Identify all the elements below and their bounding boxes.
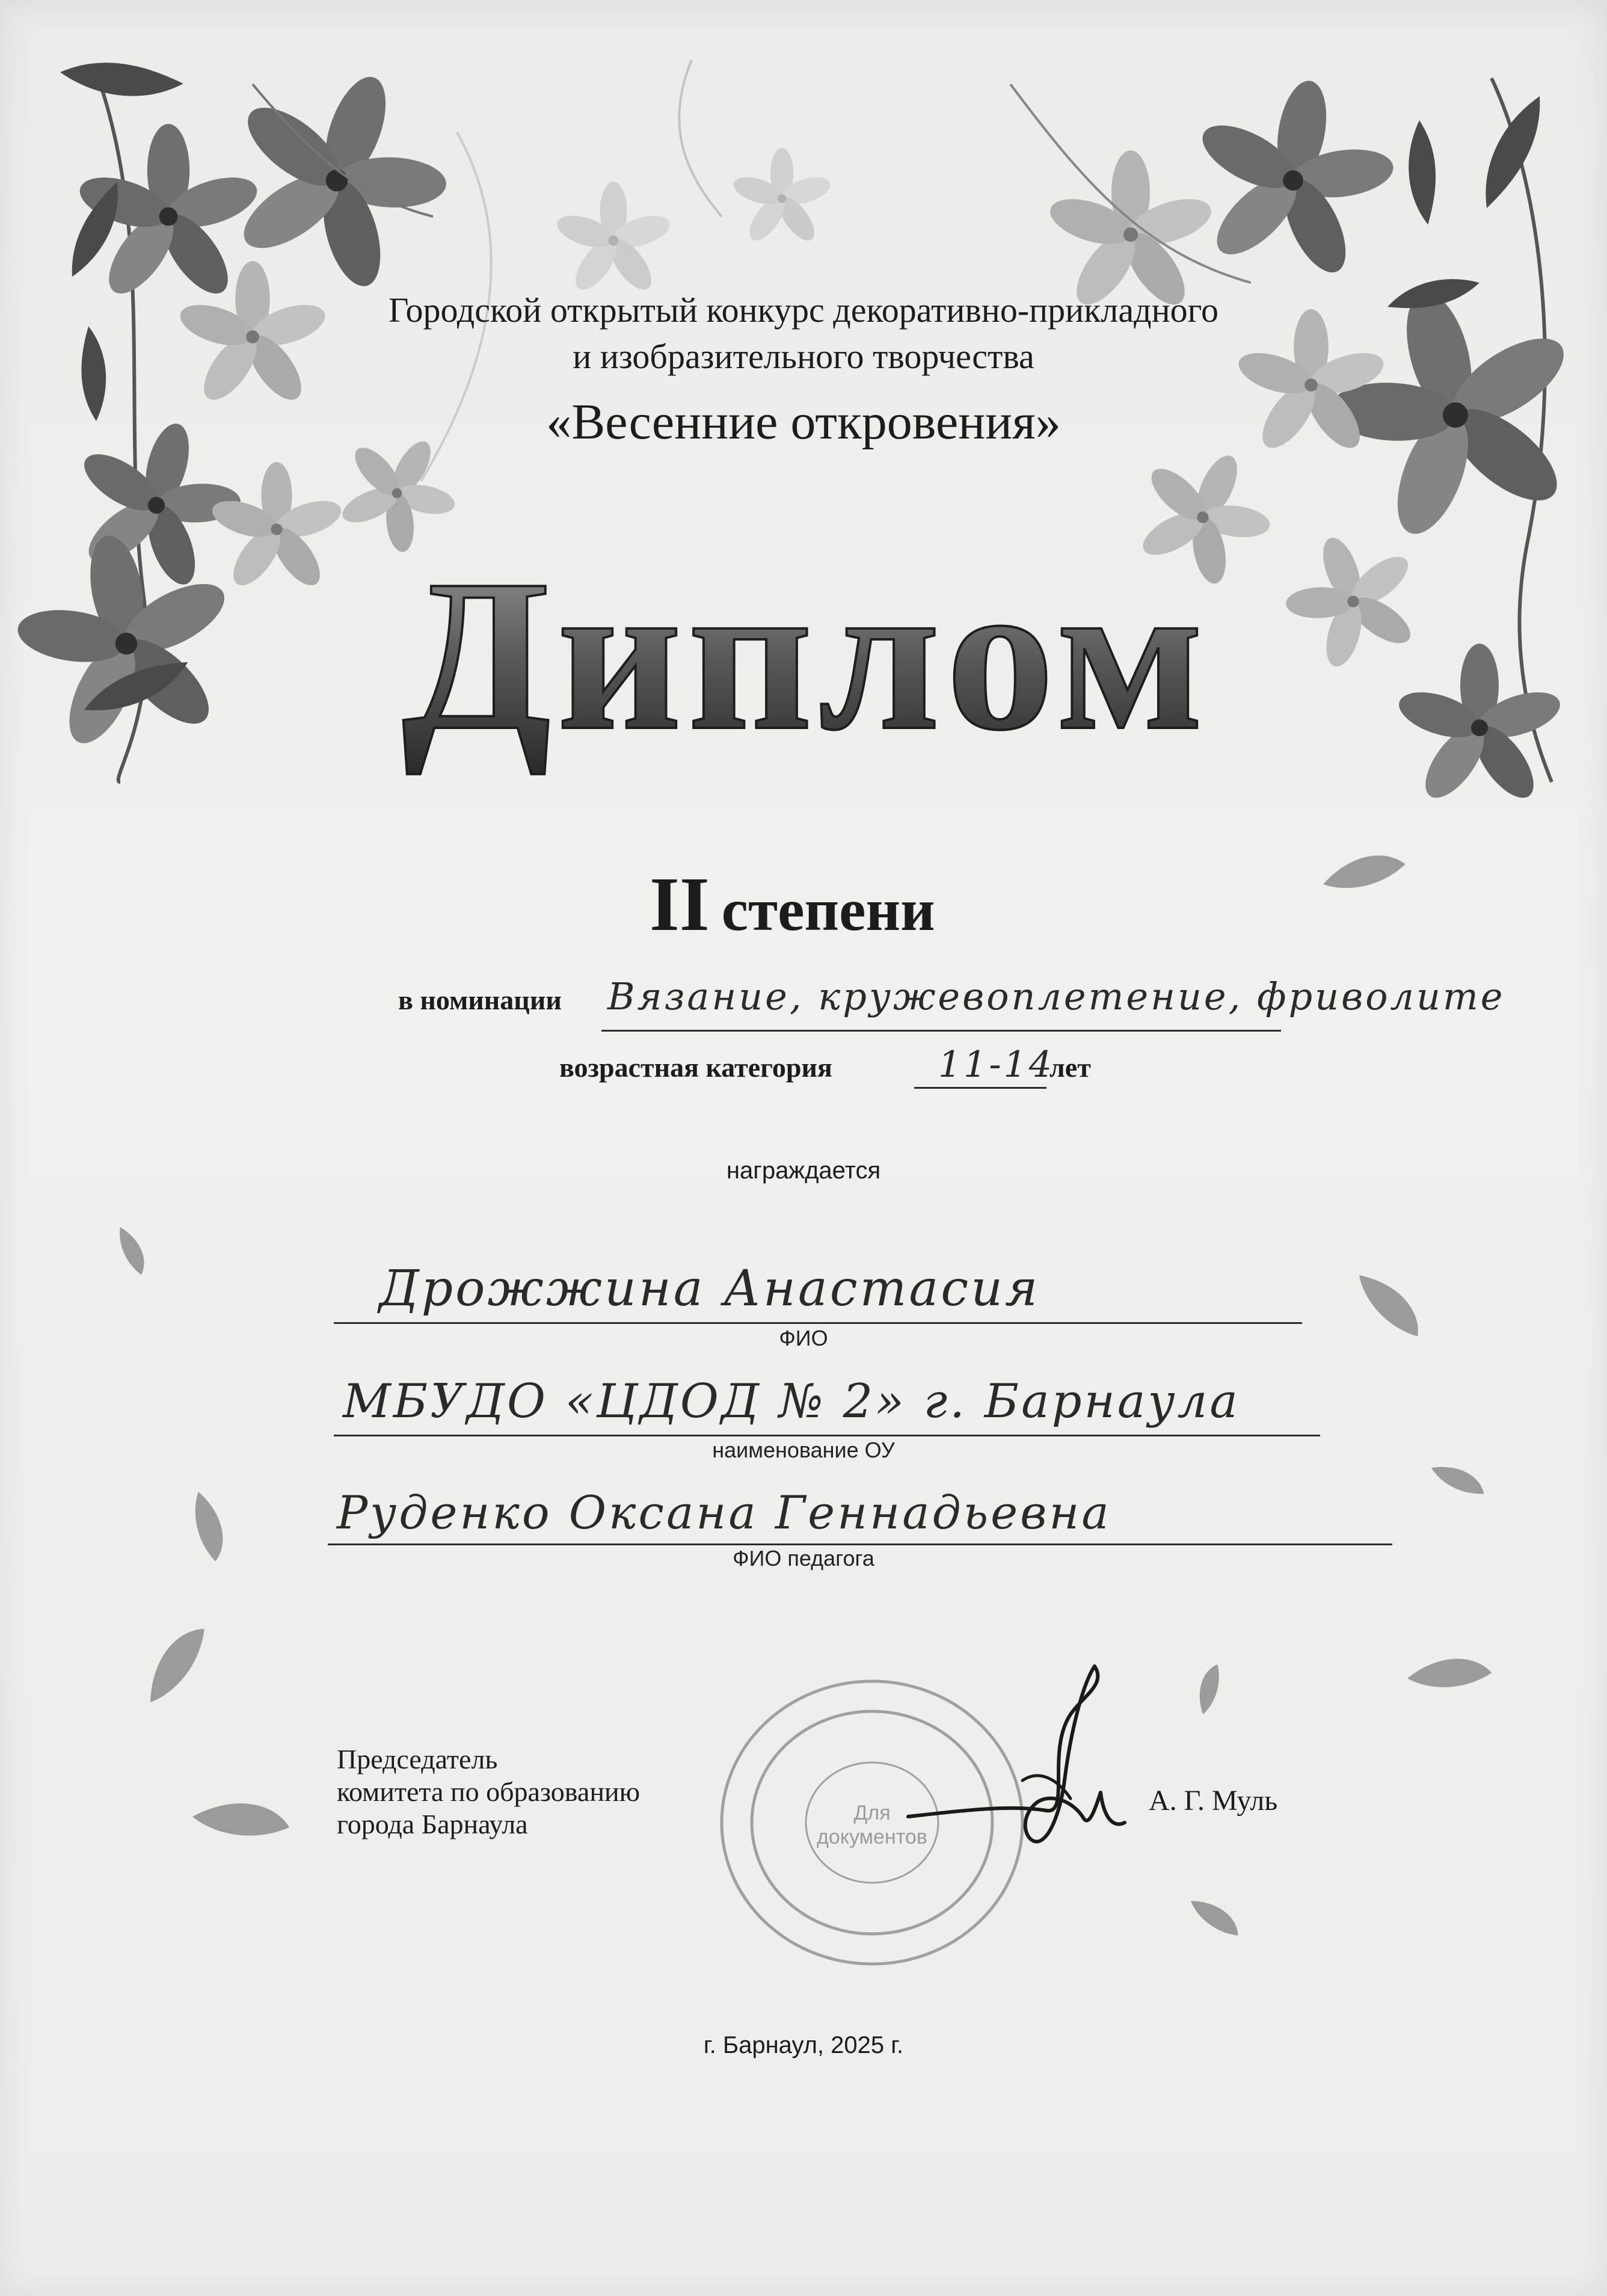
school-underline [334, 1435, 1320, 1436]
handwritten-signature [890, 1660, 1143, 1859]
nomination-underline [601, 1030, 1281, 1032]
degree-word: степени [721, 876, 935, 943]
recipient-underline [334, 1322, 1302, 1324]
recipient-name: Дрожжина Анастасия [379, 1260, 1040, 1317]
stamp-text-line: документов [817, 1826, 927, 1848]
teacher-name: Руденко Оксана Геннадьевна [337, 1486, 1111, 1539]
signatory-title-line: Председатель [337, 1744, 498, 1774]
age-underline [914, 1087, 1046, 1089]
age-label: возрастная категория [559, 1052, 832, 1083]
teacher-caption: ФИО педагога [733, 1546, 874, 1571]
signatory-name: А. Г. Муль [1149, 1785, 1278, 1817]
contest-name: «Весенние откровения» [546, 394, 1061, 450]
nomination-value: Вязание, кружевоплетение, фриволите [607, 974, 1505, 1018]
nomination-label: в номинации [398, 985, 562, 1015]
awarded-label: награждается [726, 1157, 881, 1184]
stamp-text-line: Для [853, 1802, 891, 1824]
organizer-line-2: и изобразительного творчества [573, 337, 1034, 376]
document-title [349, 523, 1263, 788]
age-value: 11-14 [938, 1044, 1054, 1086]
place-date: г. Барнаул, 2025 г. [703, 2032, 904, 2058]
school-caption: наименование ОУ [712, 1438, 895, 1462]
teacher-underline [328, 1543, 1392, 1545]
school-name: МБУДО «ЦДОД № 2» г. Барнаула [343, 1374, 1240, 1429]
age-suffix: лет [1049, 1052, 1091, 1083]
recipient-caption: ФИО [779, 1326, 828, 1350]
organizer-line-1: Городской открытый конкурс декоративно-прикладного [389, 291, 1218, 330]
degree-roman: II [650, 861, 710, 947]
signatory-title-line: города Барнаула [337, 1809, 528, 1839]
signatory-title [337, 1743, 640, 1841]
document-title-text: Диплом [402, 535, 1210, 775]
degree [650, 860, 935, 949]
signatory-title-line: комитета по образованию [337, 1776, 640, 1807]
